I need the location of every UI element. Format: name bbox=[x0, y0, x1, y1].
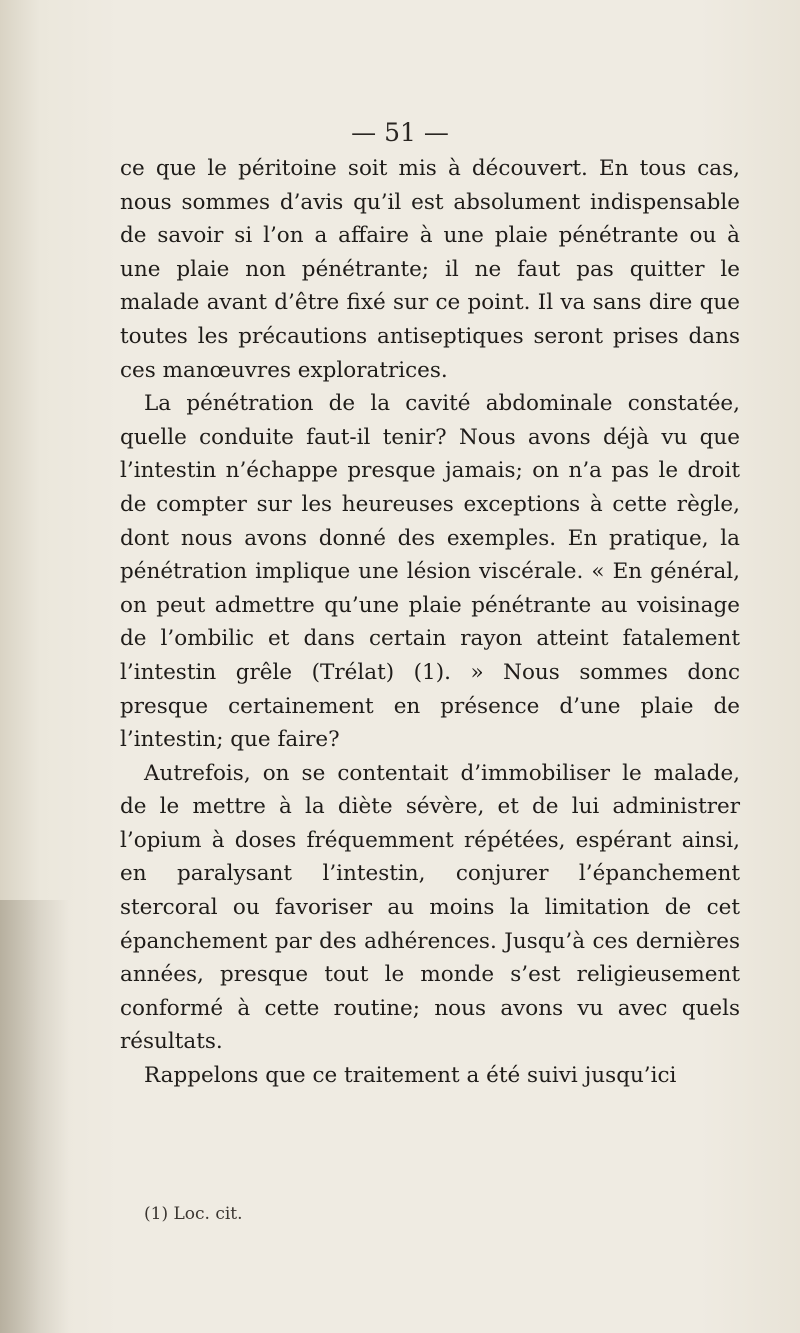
paragraph-4: Rappelons que ce traitement a été suivi jusqu’ici bbox=[144, 1063, 677, 1089]
footnote: (1) Loc. cit. bbox=[144, 1204, 243, 1224]
paragraph-1: ce que le péritoine soit mis à découvert. En tous cas, nous sommes d’avis qu’il est absolument indispensable de savoir si l’on a affaire à une plaie pénétrante ou à une plaie non pénétrante; il ne faut pas quitter le malade avant d’être fixé sur ce point. Il va sans dire que toutes les précautions antiseptiques seront prises dans ces manœuvres exploratrices. bbox=[120, 156, 740, 383]
body-text bbox=[120, 152, 740, 1093]
paragraph-2: La pénétration de la cavité abdominale constatée, quelle conduite faut-il tenir? Nous avons déjà vu que l’intestin n’échappe presque jamais; on n’a pas le droit de compter sur les heureuses exceptions à cette règle, dont nous avons donné des exemples. En pratique, la pénétration implique une lésion viscérale. « En général, on peut admettre qu’une plaie pénétrante au voisinage de l’ombilic et dans certain rayon atteint fatalement l’intestin grêle (Trélat) (1). » Nous sommes donc presque certainement en présence d’une plaie de l’intestin; que faire? bbox=[120, 391, 740, 753]
page-edge-shadow bbox=[0, 900, 70, 1333]
paragraph-3: Autrefois, on se contentait d’immobiliser le malade, de le mettre à la diète sévère, et de lui administrer l’opium à doses fréquemment répétées, espérant ainsi, en paralysant l’intestin, conjurer l’épanchement stercoral ou favoriser au moins la limitation de cet épanchement par des adhérences. Jusqu’à ces dernières années, presque tout le monde s’est religieusement conformé à cette routine; nous avons vu avec quels résultats. bbox=[120, 760, 740, 1055]
page-number: — 51 — bbox=[351, 118, 449, 147]
